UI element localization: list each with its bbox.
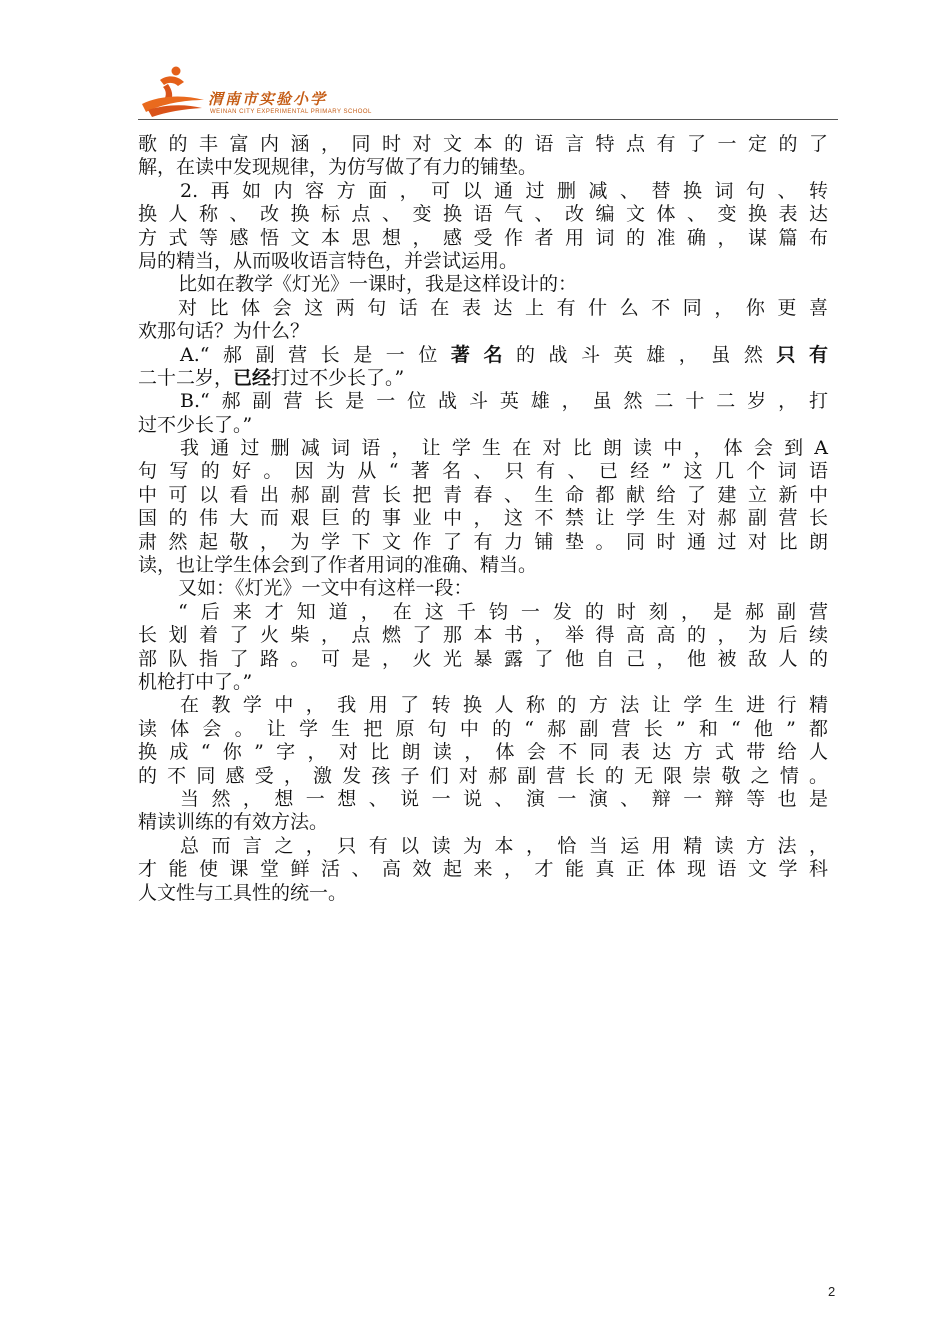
text-line: 2.再如内容方面，可以通过删减、替换词句、转 (180, 179, 828, 202)
page-header (138, 62, 838, 120)
emphasis-text: 已经 (233, 366, 272, 389)
text-line: B.“郝副营长是一位战斗英雄，虽然二十二岁，打 (180, 390, 828, 413)
text-line: 人文性与工具性的统一。 (138, 881, 348, 904)
text-line: 换人称、改换标点、变换语气、改编文体、变换表达 (138, 203, 828, 226)
text-line: 机枪打中了。” (138, 670, 253, 693)
text-line: 才能使课堂鲜活、高效起来，才能真正体现语文学科 (138, 858, 828, 881)
text-line: 解，在读中发现规律，为仿写做了有力的铺垫。 (138, 156, 538, 179)
text-line: 国的伟大而艰巨的事业中，这不禁让学生对郝副营长 (138, 507, 828, 530)
emphasis-text: 著名 (450, 343, 516, 366)
text-run: A.“郝副营长是一位 (180, 343, 451, 366)
text-run: 的战斗英雄，虽然 (516, 343, 777, 366)
text-line: 我通过删减词语，让学生在对比朗读中，体会到A (180, 437, 828, 460)
text-line: 总而言之，只有以读为本，恰当运用精读方法， (180, 834, 828, 857)
text-line: 换成“你”字，对比朗读，体会不同表达方式带给人 (138, 741, 828, 764)
text-line: 局的精当，从而吸收语言特色，并尝试运用。 (138, 249, 519, 272)
text-line: 中可以看出郝副营长把青春、生命都献给了建立新中 (138, 483, 828, 506)
running-figure-logo-icon (138, 62, 208, 118)
emphasis-text: 只有 (776, 343, 828, 366)
text-line: 欢那句话？为什么？ (138, 320, 310, 343)
header-divider (138, 119, 838, 120)
text-line: 精读训练的有效方法。 (138, 811, 329, 834)
text-line: 方式等感悟文本思想，感受作者用词的准确，谋篇布 (138, 226, 828, 249)
text-line: 又如：《灯光》一文中有这样一段： (178, 577, 473, 600)
text-line: 读体会。让学生把原句中的“郝副营长”和“他”都 (138, 717, 828, 740)
text-line: 肃然起敬，为学下文作了有力铺垫。同时通过对比朗 (138, 530, 828, 553)
text-line: 的不同感受，激发孩子们对郝副营长的无限崇敬之情。 (138, 764, 828, 787)
text-line: 读，也让学生体会到了作者用词的准确、精当。 (138, 554, 538, 577)
document-body (138, 133, 828, 905)
text-line: 歌的丰富内涵，同时对文本的语言特点有了一定的了 (138, 133, 828, 155)
school-name-en: WEINAN CITY EXPERIMENTAL PRIMARY SCHOOL (210, 109, 372, 115)
text-line: “后来才知道，在这千钧一发的时刻，是郝副营 (178, 600, 828, 623)
text-line: 对比体会这两句话在表达上有什么不同，你更喜 (178, 296, 828, 319)
text-line: 句写的好。因为从“著名、只有、已经”这几个词语 (138, 460, 828, 483)
text-line: 比如在教学《灯光》一课时，我是这样设计的： (178, 273, 578, 296)
text-line: 在教学中，我用了转换人称的方法让学生进行精 (180, 694, 828, 717)
text-line: 长划着了火柴，点燃了那本书，举得高高的，为后续 (138, 624, 828, 647)
text-line: 当然，想一想、说一说、演一演、辩一辩等也是 (180, 787, 828, 810)
text-line: 部队指了路。可是，火光暴露了他自己，他被敌人的 (138, 647, 828, 670)
page-number: 2 (828, 1284, 836, 1299)
school-name-cn: 渭南市实验小学 (208, 90, 328, 108)
text-line (138, 367, 828, 390)
text-run: 二十二岁， (138, 366, 234, 389)
text-run: 打过不少长了。” (271, 366, 405, 389)
text-line: 过不少长了。” (138, 413, 253, 436)
text-line (138, 344, 828, 367)
